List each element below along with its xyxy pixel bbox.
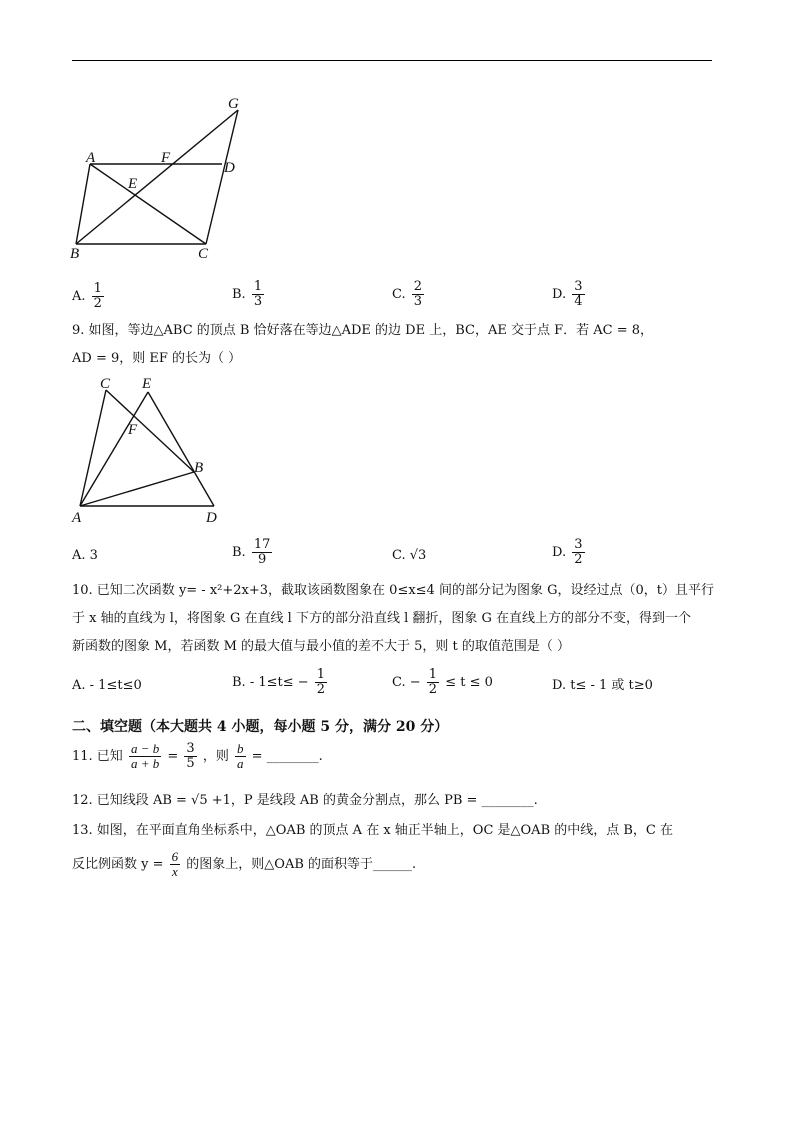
q8-label-e: E [128,176,138,192]
q10-line-1: 10. 已知二次函数 y= - x²+2x+3，截取该函数图象在 0≤x≤4 间的部分记为图象 G，设经过点（0，t）且平行 [72,583,714,598]
q10-option-b-text: B. - 1≤t≤ − [232,675,309,690]
q9-label-e: E [142,376,152,392]
q8-option-d [552,280,587,309]
q9-line-1: 9. 如图，等边△ABC 的顶点 B 恰好落在等边△ADE 的边 DE 上，BC，AE 交于点 F．若 AC = 8， [72,323,654,338]
q8-label-f: F [161,150,171,166]
q10-option-b-fraction: $\frac{1}{2}$ [316,667,326,697]
q8-label-g: G [228,96,239,112]
q8-label-b: B [70,246,80,262]
q11 [72,742,323,771]
q9-label-d: D [206,510,217,526]
q8-option-d-label: D. [552,287,567,302]
q9-label-a: A [72,510,82,526]
q13-line-1: 13. 如图，在平面直角坐标系中，△OAB 的顶点 A 在 x 轴正半轴上，OC 是△OAB 的中线，点 B，C 在 [72,823,674,838]
q9-option-b-fraction: $\frac{17}{9}$ [253,537,271,567]
q11-fraction-3: $\frac{b}{a}$ [237,741,244,771]
q9-option-d-fraction: $\frac{3}{2}$ [574,537,583,567]
q9-option-b-label: B. [232,545,246,560]
q9-option-c: C. √3 [392,548,427,563]
q13-line-2 [72,850,416,879]
q9-label-f: F [128,422,138,438]
q10-line-2: 于 x 轴的直线为 l，将图象 G 在直线 l 下方的部分沿直线 l 翻折，图象 G 在直线上方的部分不变，得到一个 [72,611,692,626]
q9-option-b [232,538,274,567]
q11-fraction-2: $\frac{3}{5}$ [186,741,195,771]
q11-middle: ，则 [202,749,229,764]
q8-figure [66,92,256,264]
q8-option-b-fraction: $\frac{1}{3}$ [253,279,263,309]
q10-option-c-text: C. − [392,675,421,690]
q10-option-c [392,668,493,697]
q8-option-a [72,282,106,311]
q8-option-b [232,280,266,309]
q8-label-d: D [224,160,235,176]
q8-option-a-fraction: $\frac{1}{2}$ [93,281,102,311]
q9-figure [66,376,236,526]
q11-equals: = [167,749,179,764]
q9-label-b: B [194,460,204,476]
q10-option-c-tail: ≤ t ≤ 0 [445,675,493,690]
q8-option-c-label: C. [392,287,406,302]
header-rule [72,60,712,61]
q10-option-a: A. - 1≤t≤0 [72,678,142,693]
q13-prefix: 反比例函数 y = [72,857,164,872]
q11-prefix: 11. 已知 [72,749,123,764]
q8-option-a-label: A. [72,289,86,304]
q9-label-c: C [100,376,111,392]
q10-option-d: D. t≤ - 1 或 t≥0 [552,678,653,693]
q8-option-d-fraction: $\frac{3}{4}$ [574,279,583,309]
q10-option-b [232,668,329,697]
q8-option-b-label: B. [232,287,246,302]
q10-option-c-fraction: $\frac{1}{2}$ [428,667,438,697]
q8-option-c [392,280,426,309]
q12: 12. 已知线段 AB = √5 +1，P 是线段 AB 的黄金分割点，那么 PB = ________. [72,793,538,808]
q11-fraction-1: $\frac{a - b}{a + b}$ [130,741,160,771]
q10-line-3: 新函数的图象 M，若函数 M 的最大值与最小值的差不大于 5，则 t 的取值范围是（ ） [72,639,571,654]
q8-label-c: C [198,246,209,262]
q8-label-a: A [86,150,96,166]
q9-line-2: AD = 9，则 EF 的长为（ ） [72,351,242,366]
q9-option-a: A. 3 [72,548,98,563]
q13-suffix: 的图象上，则△OAB 的面积等于______. [186,857,417,872]
q9-option-d-label: D. [552,545,567,560]
section-2-heading: 二、填空题（本大题共 4 小题，每小题 5 分，满分 20 分） [72,719,449,735]
q8-option-c-fraction: $\frac{2}{3}$ [413,279,423,309]
q9-option-d [552,538,587,567]
q13-fraction: $\frac{6}{x}$ [171,849,179,879]
q11-answer-blank: = ________. [251,749,323,764]
